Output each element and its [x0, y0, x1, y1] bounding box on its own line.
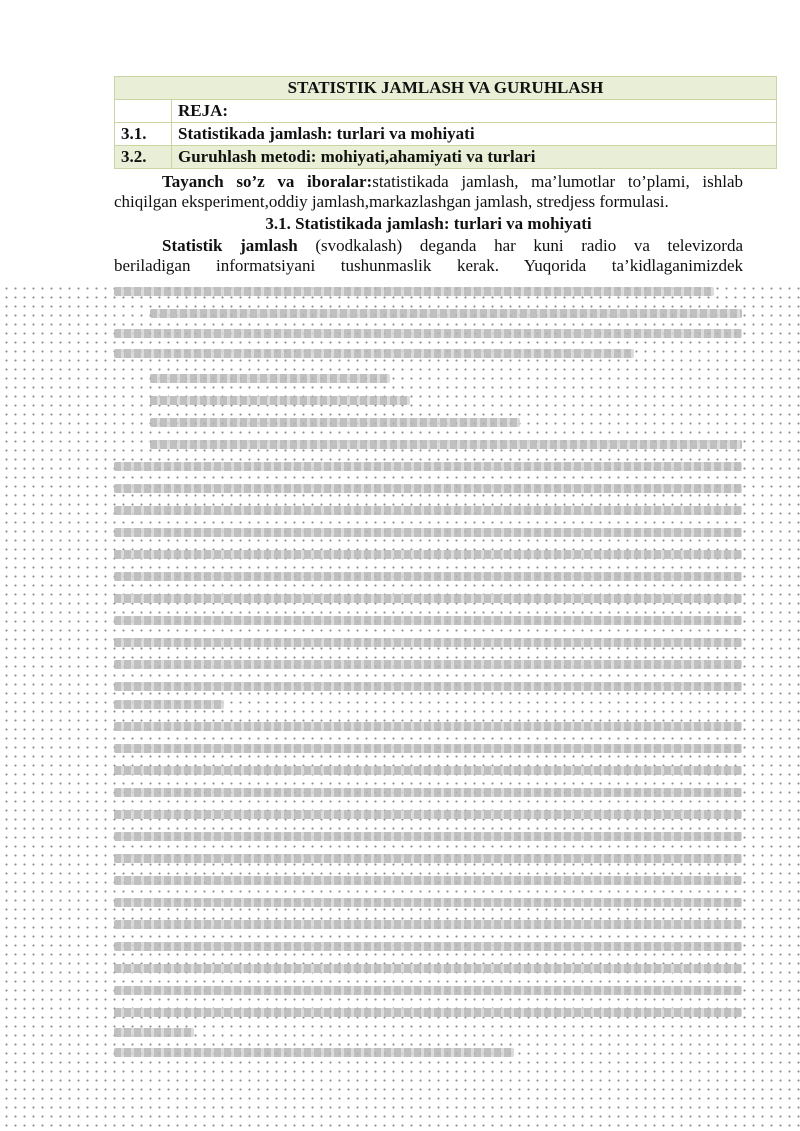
plan-item-number: 3.1.	[115, 123, 172, 146]
obscured-text-line	[114, 462, 742, 471]
obscured-text-line	[150, 440, 742, 449]
obscured-text-line	[150, 374, 390, 383]
obscured-text-line	[114, 898, 742, 907]
obscured-text-line	[114, 638, 742, 647]
paragraph-term: Statistik jamlash	[162, 236, 298, 255]
keywords-block	[114, 172, 743, 212]
obscured-text-line	[114, 766, 742, 775]
paragraph-line-2: beriladigan informatsiyani tushunmaslik kerak. Yuqorida ta’kidlaganimizdek	[114, 256, 743, 275]
keywords-text: statistikada jamlash, ma’lumotlar to’plami, ishlab	[372, 172, 743, 191]
obscured-text-line	[114, 986, 742, 995]
keywords-line-2: chiqilgan eksperiment,oddiy jamlash,markazlashgan jamlash, stredjess formulasi.	[114, 192, 669, 211]
obscured-text-line	[114, 964, 742, 973]
obscured-text-line	[114, 722, 742, 731]
obscured-text-line	[114, 660, 742, 669]
obscured-text-line	[114, 682, 742, 691]
keywords-line-1	[114, 172, 743, 192]
paragraph-line-1	[114, 236, 743, 256]
obscured-text-line	[114, 744, 742, 753]
obscured-text-line	[114, 700, 224, 709]
plan-title: STATISTIK JAMLASH VA GURUHLASH	[115, 77, 777, 100]
obscured-text-line	[114, 854, 742, 863]
obscured-text-line	[114, 594, 742, 603]
plan-item-number: 3.2.	[115, 146, 172, 169]
obscured-text-line	[114, 876, 742, 885]
obscured-text-line	[114, 1028, 194, 1037]
plan-item-text: Statistikada jamlash: turlari va mohiyati	[172, 123, 777, 146]
obscured-text-line	[114, 506, 742, 515]
plan-item-text: Guruhlash metodi: mohiyati,ahamiyati va turlari	[172, 146, 777, 169]
obscured-text-line	[150, 396, 410, 405]
obscured-text-line	[114, 572, 742, 581]
obscured-text-line	[114, 550, 742, 559]
plan-title-row	[115, 77, 777, 100]
obscured-text-line	[114, 832, 742, 841]
section-heading: 3.1. Statistikada jamlash: turlari va mohiyati	[265, 214, 592, 233]
obscured-text-line	[114, 616, 742, 625]
section-heading-block	[114, 214, 743, 234]
obscured-text-line	[114, 349, 634, 358]
reja-number-cell	[115, 100, 172, 123]
obscured-text-line	[114, 810, 742, 819]
obscured-text-line	[150, 309, 742, 318]
plan-table	[114, 76, 777, 169]
obscured-text-line	[114, 1008, 742, 1017]
paragraph-text: (svodkalash) deganda har kuni radio va televizorda	[297, 236, 743, 255]
obscured-text-line	[114, 942, 742, 951]
obscured-text-line	[114, 1048, 514, 1057]
obscured-text-line	[114, 329, 742, 338]
paragraph-block	[114, 236, 743, 276]
reja-row	[115, 100, 777, 123]
obscured-text-line	[114, 287, 714, 296]
obscured-text-line	[114, 528, 742, 537]
plan-item-row	[115, 146, 777, 169]
reja-label: REJA:	[172, 100, 777, 123]
obscured-text-line	[114, 484, 742, 493]
keywords-label: Tayanch so’z va iboralar:	[162, 172, 373, 191]
obscured-text-line	[150, 418, 520, 427]
plan-item-row	[115, 123, 777, 146]
obscured-text-line	[114, 920, 742, 929]
obscured-text-line	[114, 788, 742, 797]
